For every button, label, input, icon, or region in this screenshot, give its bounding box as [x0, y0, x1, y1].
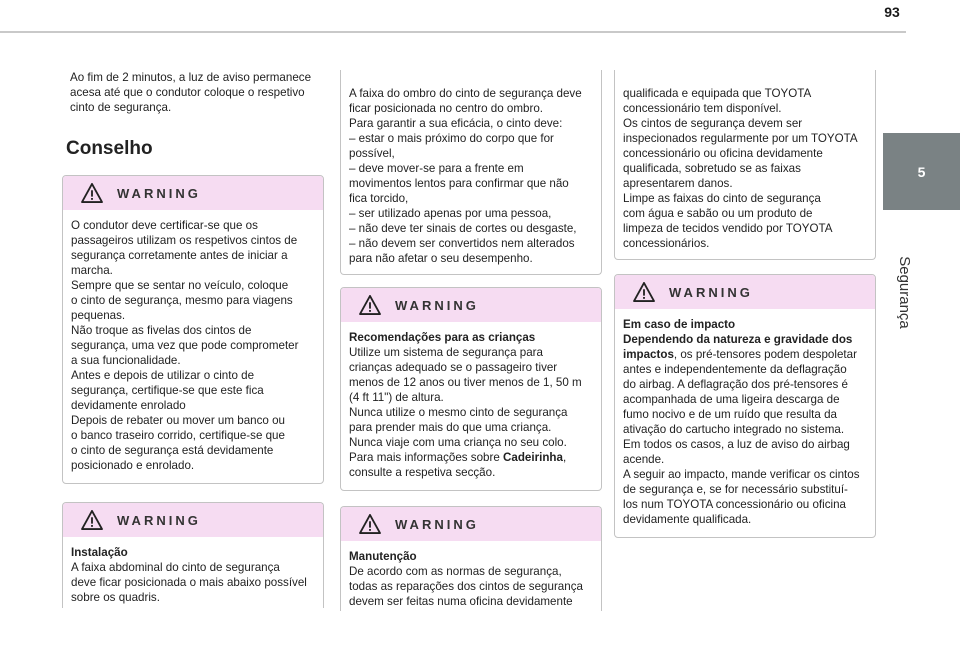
- warning-subtitle: [63, 545, 323, 560]
- warning-triangle-icon: [633, 282, 655, 302]
- warning-text: [341, 345, 601, 480]
- section-heading: Conselho: [66, 138, 153, 159]
- warning-subtitle: [341, 330, 601, 345]
- chapter-number: 5: [917, 163, 926, 180]
- warning-triangle-icon: [359, 514, 381, 534]
- warning-triangle-icon: [81, 183, 103, 203]
- maintenance-title: Manutenção: [349, 550, 417, 563]
- installation-title: Instalação: [71, 546, 128, 559]
- header-divider: [0, 31, 906, 33]
- warning-title: WARNING: [395, 516, 479, 532]
- warning-box: [614, 274, 876, 538]
- warning-subtitle: [341, 549, 601, 564]
- warning-text: [615, 332, 875, 527]
- chapter-tab[interactable]: [883, 133, 960, 210]
- warning-title: WARNING: [117, 185, 201, 201]
- chapter-label: [881, 222, 927, 362]
- intro-paragraph: Ao fim de 2 minutos, a luz de aviso permanece acesa até que o condutor coloque o respetivo cinto de segurança.: [70, 71, 312, 114]
- continued-text: qualificada e equipada que TOYOTA concessionário tem disponível. Os cintos de segurança devem ser inspecionados regularmente por um TOYOTA concessionário ou oficina devidamente qualificada, sobretudo se as faixas apresentarem danos. Limpe as faixas do cinto de segurança com água e sabão ou um produto de limpeza de tecidos vendido por TOYOTA concessionários.: [623, 87, 858, 250]
- warning-box: [62, 175, 324, 484]
- warning-text: De acordo com as normas de segurança, todas as reparações dos cintos de segurança devem ser feitas numa oficina devidamente: [349, 565, 583, 608]
- continued-box: [340, 70, 602, 275]
- chapter-label-text: Segurança: [895, 255, 913, 329]
- warning-box: [340, 287, 602, 491]
- children-text: Utilize um sistema de segurança para crianças adequado se o passageiro tiver menos de 12 anos ou tiver menos de 1, 50 m (4 ft 11") de altura. Nunca utilize o mesmo cinto de segurança para prender mais do que uma criança. Nunca viaje com uma criança no seu colo. Para mais informações sobre: [349, 346, 582, 464]
- warning-banner: [341, 288, 601, 322]
- warning-title: WARNING: [117, 512, 201, 528]
- children-text-end: , consulte a respetiva secção.: [349, 451, 567, 479]
- warning-triangle-icon: [359, 295, 381, 315]
- warning-subtitle: [615, 317, 875, 332]
- warning-box: [340, 506, 602, 611]
- impact-subtitle: Dependendo da natureza e gravidade dos impactos: [623, 333, 853, 361]
- column-3: [614, 70, 876, 538]
- warning-title: WARNING: [669, 284, 753, 300]
- child-seat-reference[interactable]: Cadeirinha: [503, 451, 563, 464]
- warning-triangle-icon: [81, 510, 103, 530]
- warning-banner: [63, 176, 323, 210]
- page-number: 93: [884, 4, 900, 20]
- impact-title: Em caso de impacto: [623, 318, 736, 331]
- column-1: [62, 70, 324, 608]
- warning-title: WARNING: [395, 297, 479, 313]
- continued-text: A faixa do ombro do cinto de segurança deve ficar posicionada no centro do ombro. Para garantir a sua eficácia, o cinto deve: – estar o mais próximo do corpo que for possível, – deve mover-se para a frente em movimentos lentos para confirmar que não fica torcido, – ser utilizado apenas por uma pessoa, – não deve ter sinais de cortes ou desgaste, – não devem ser convertidos nem alterados para não afetar o seu desempenho.: [349, 87, 582, 265]
- children-title: Recomendações para as crianças: [349, 331, 536, 344]
- warning-banner: [615, 275, 875, 309]
- impact-text: , os pré-tensores podem despoletar antes e independentemente da deflagração do airbag. A deflagração dos pré-tensores é acompanhada de uma ligeira descarga de fumo nocivo e de um ruído que resulta da ativação do cartucho integrado no sistema. Em todos os casos, a luz de aviso do airbag acende. A seguir ao impacto, mande verificar os cintos de segurança e, se for necessário substituí- los num TOYOTA concessionário ou oficina devidamente qualificada.: [623, 348, 860, 526]
- warning-text: O condutor deve certificar-se que os passageiros utilizam os respetivos cintos de segurança corretamente antes de iniciar a marcha. Sempre que se sentar no veículo, coloque o cinto de segurança, mesmo para viagens pequenas. Não troque as fivelas dos cintos de segurança, uma vez que pode comprometer a sua funcionalidade. Antes e depois de utilizar o cinto de segurança, certifique-se que este fica devidamente enrolado Depois de rebater ou mover um banco ou o banco traseiro corrido, certifique-se que o cinto de segurança está devidamente posicionado e enrolado.: [71, 219, 299, 472]
- warning-text: A faixa abdominal do cinto de segurança deve ficar posicionada o mais abaixo possível sobre os quadris.: [71, 561, 307, 604]
- continued-box: [614, 70, 876, 260]
- column-2: [340, 70, 602, 611]
- warning-box: [62, 502, 324, 608]
- warning-banner: [63, 503, 323, 537]
- warning-banner: [341, 507, 601, 541]
